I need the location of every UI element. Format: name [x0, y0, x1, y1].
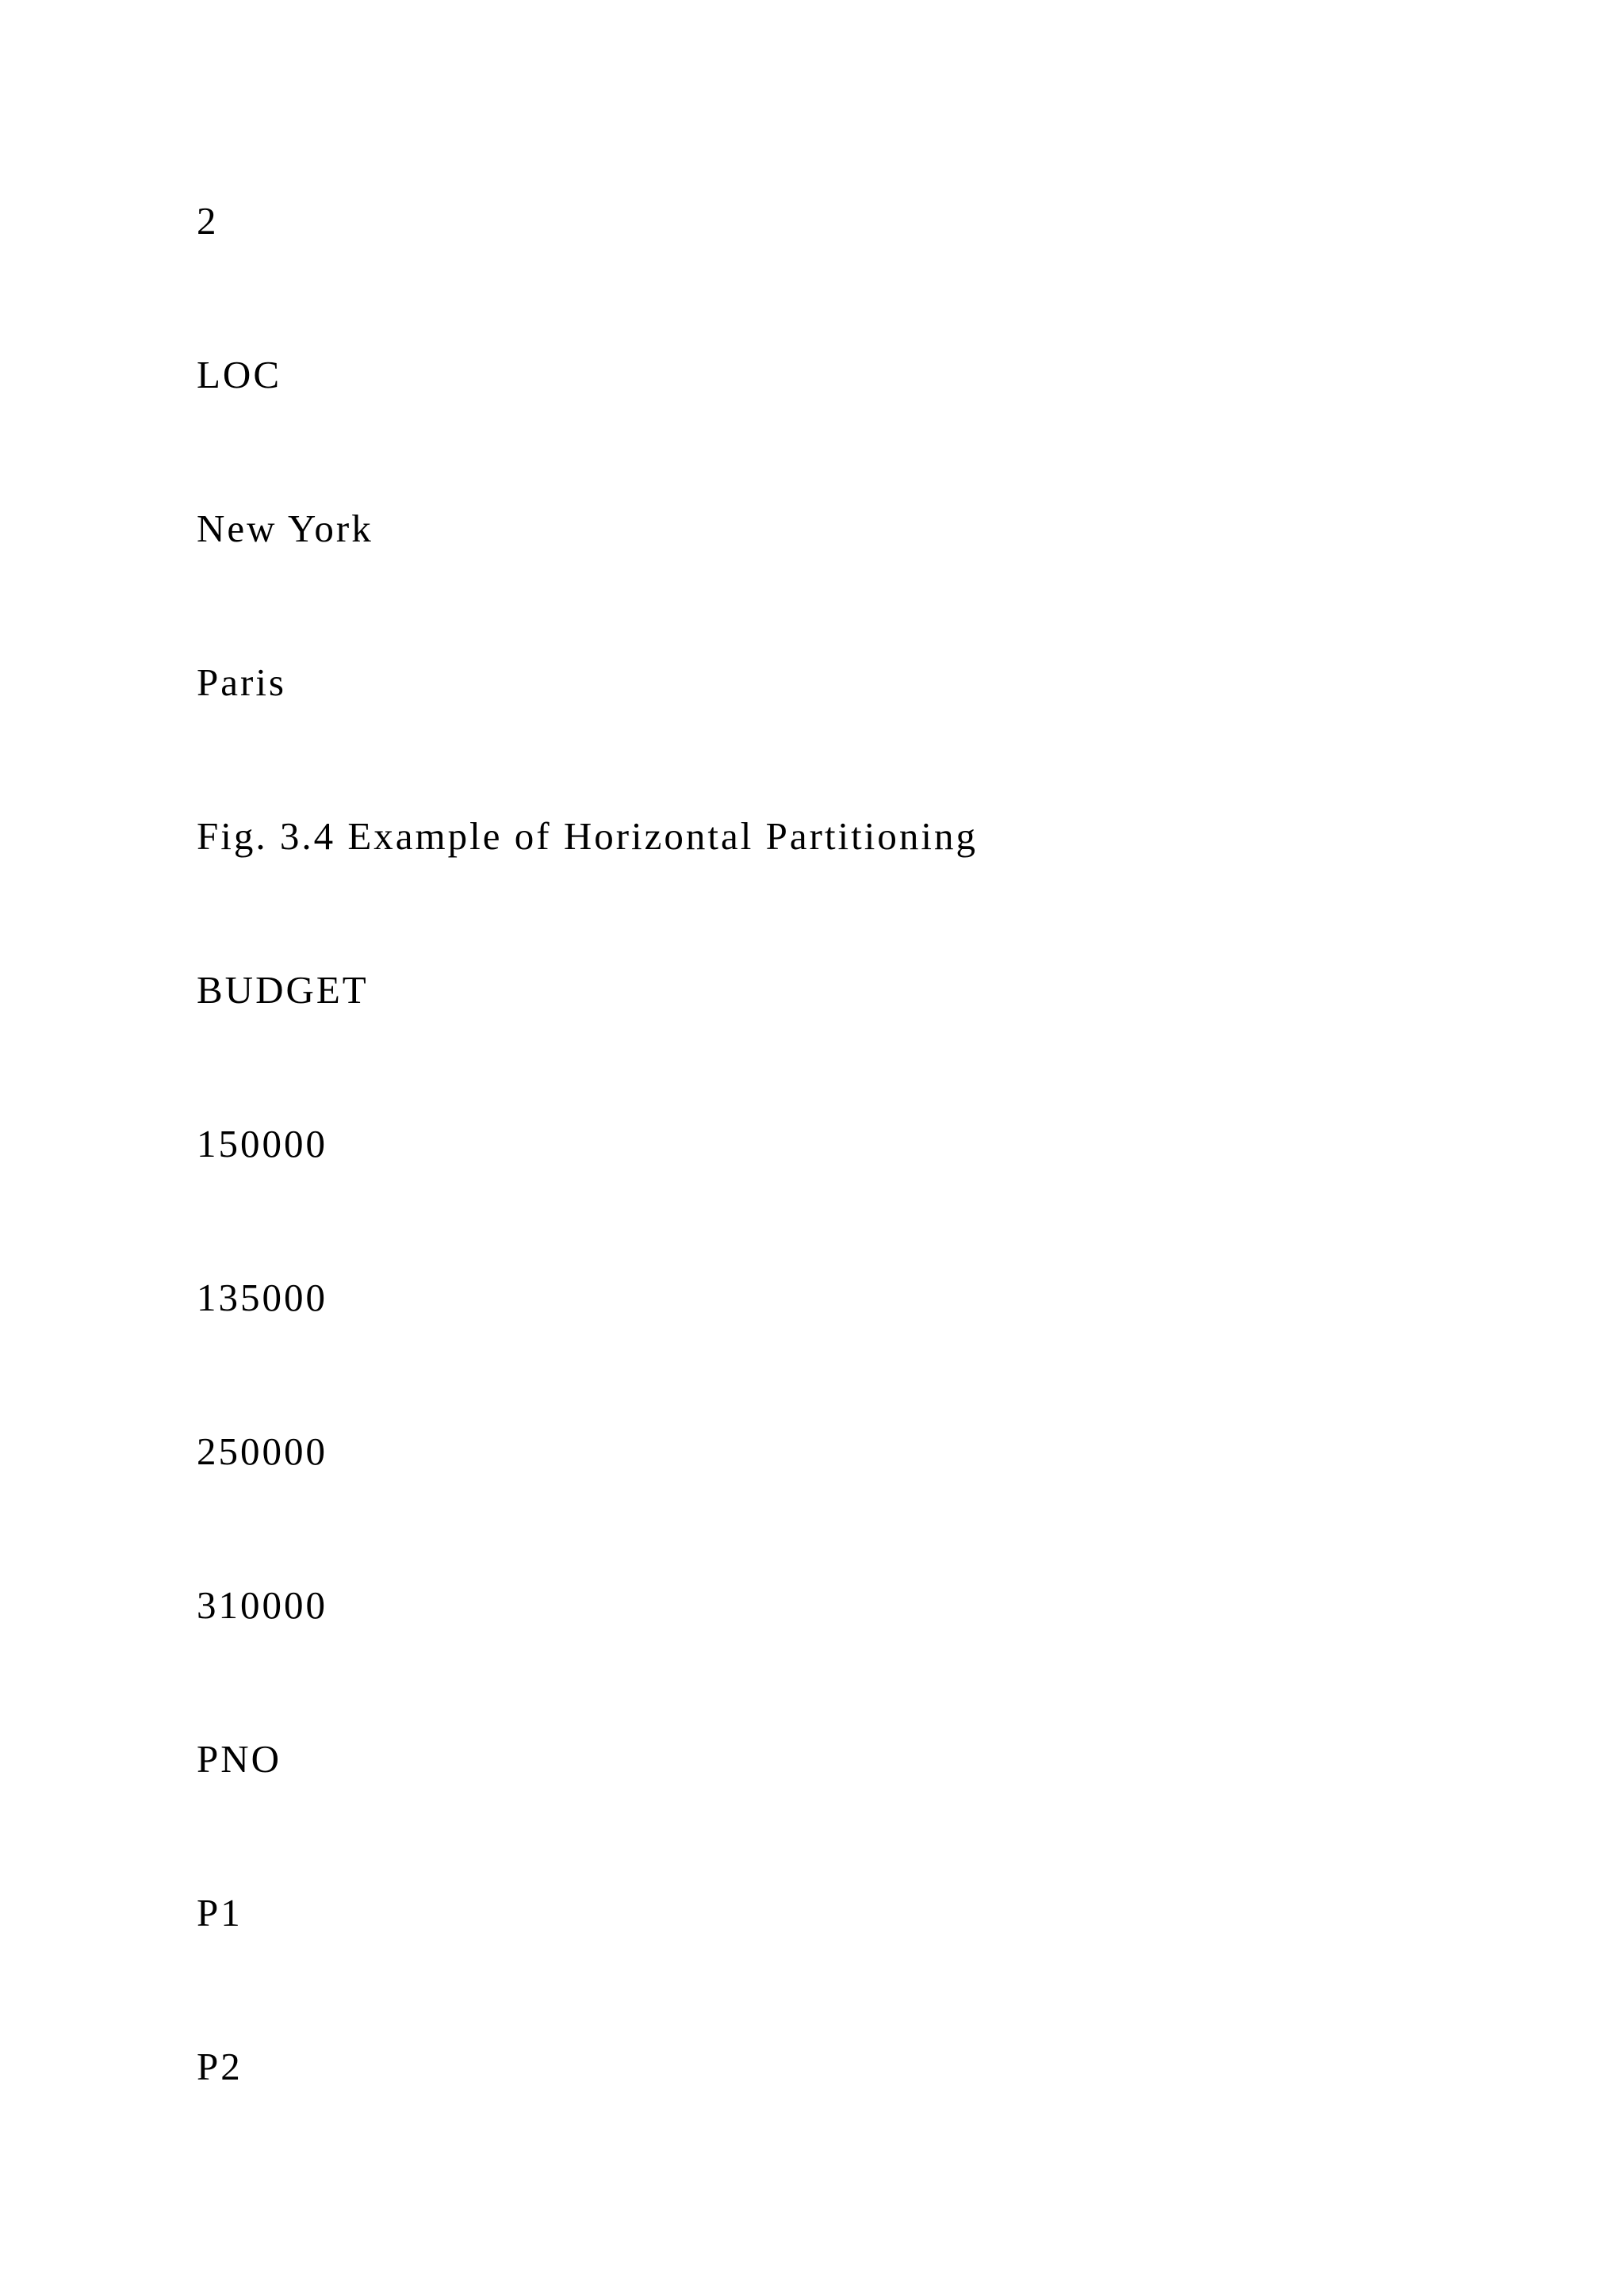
text-line-budget-2: 135000 [197, 1276, 327, 1319]
text-line-page-number: 2 [197, 199, 219, 243]
text-line-budget-3: 250000 [197, 1429, 327, 1473]
text-line-budget-4: 310000 [197, 1583, 327, 1627]
text-line-loc-header: LOC [197, 353, 282, 396]
text-line-paris: Paris [197, 660, 286, 704]
text-line-p2: P2 [197, 2045, 243, 2088]
text-line-new-york: New York [197, 507, 373, 550]
text-line-budget-1: 150000 [197, 1122, 327, 1165]
text-line-budget-header: BUDGET [197, 968, 369, 1012]
text-line-p1: P1 [197, 1891, 243, 1934]
text-line-pno-header: PNO [197, 1737, 282, 1781]
figure-caption: Fig. 3.4 Example of Horizontal Partitioning [197, 814, 979, 858]
